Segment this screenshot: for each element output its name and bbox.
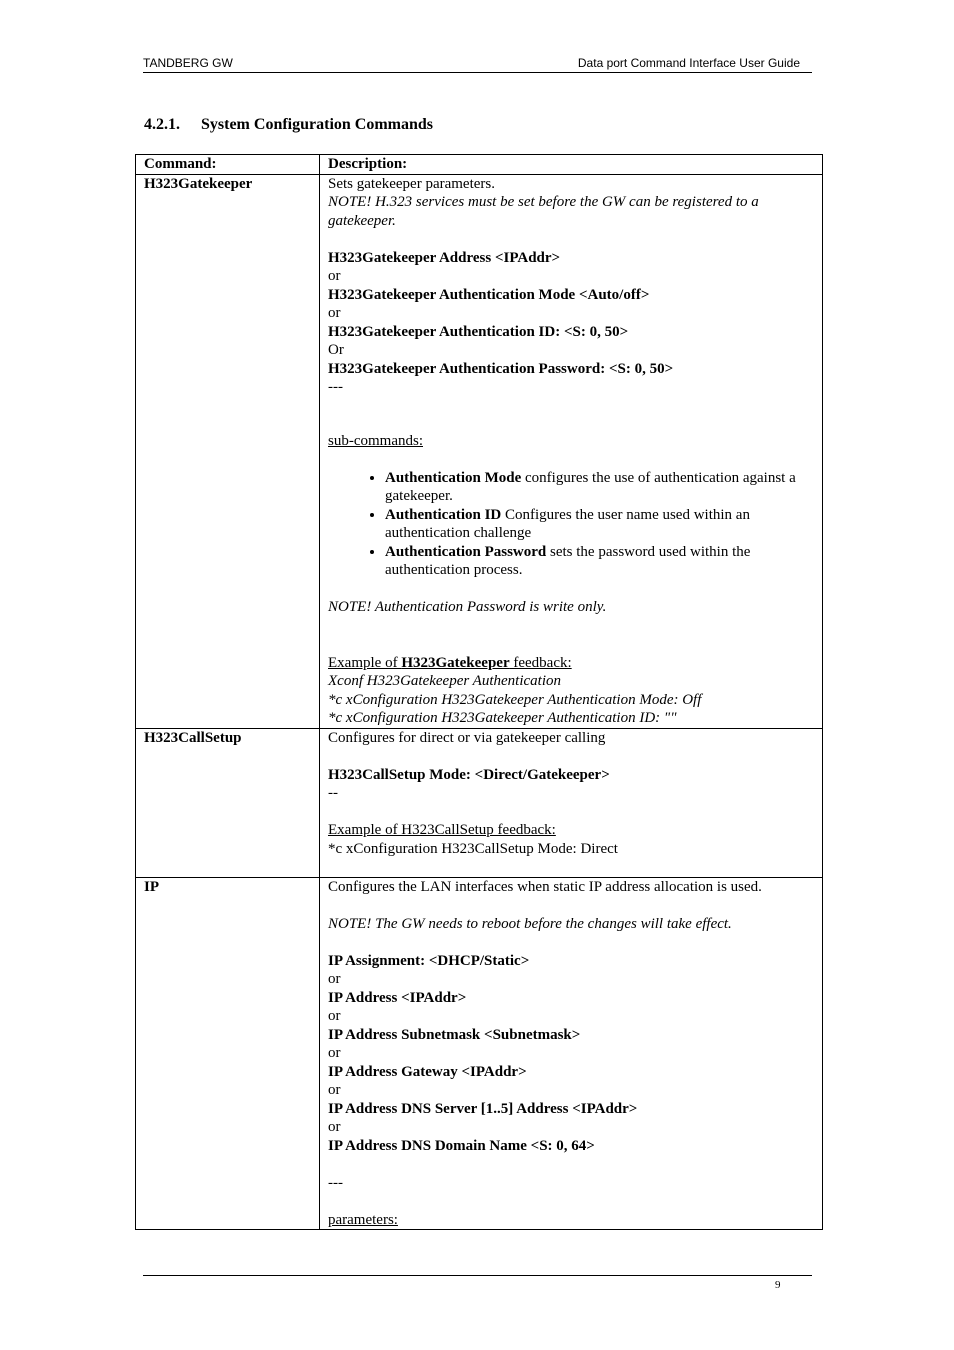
table-header-row [136, 155, 823, 175]
syntax-line: H323Gatekeeper Address <IPAddr> [328, 249, 561, 266]
syntax-line: IP Address DNS Domain Name <S: 0, 64> [328, 1137, 595, 1154]
example-line: *c xConfiguration H323Gatekeeper Authentication ID: "" [328, 710, 677, 726]
page-header [143, 55, 812, 73]
section-heading [144, 116, 433, 134]
description-header: Description: [320, 155, 823, 175]
note-text: NOTE! Authentication Password is write only. [328, 599, 607, 615]
parameters-heading: parameters: [328, 1211, 398, 1228]
intro-text: Configures for direct or via gatekeeper calling [328, 729, 606, 746]
header-right: Data port Command Interface User Guide [577, 56, 800, 70]
command-name: IP [136, 877, 320, 1230]
footer-rule [143, 1275, 812, 1276]
intro-text: Configures the LAN interfaces when static IP address allocation is used. [328, 878, 762, 895]
or-text: or [328, 268, 341, 284]
syntax-line: IP Address DNS Server [1..5] Address <IPAddr> [328, 1100, 638, 1117]
subcommands-list [328, 469, 814, 580]
command-name: H323Gatekeeper [136, 174, 320, 728]
example-line: *c xConfiguration H323Gatekeeper Authentication Mode: Off [328, 691, 702, 708]
separator-text: --- [328, 1174, 343, 1191]
example-line: Xconf H323Gatekeeper Authentication [328, 673, 561, 689]
syntax-line: IP Address Gateway <IPAddr> [328, 1063, 527, 1080]
syntax-line: H323Gatekeeper Authentication Mode <Auto/off> [328, 286, 650, 303]
syntax-line: H323Gatekeeper Authentication ID: <S: 0, 50> [328, 323, 629, 340]
command-name: H323CallSetup [136, 728, 320, 877]
note-text: NOTE! The GW needs to reboot before the changes will take effect. [328, 915, 732, 932]
or-text: or [328, 1008, 341, 1024]
example-heading: Example of H323Gatekeeper feedback: [328, 654, 572, 671]
page-number: 9 [775, 1279, 781, 1291]
syntax-line: IP Address Subnetmask <Subnetmask> [328, 1026, 581, 1043]
or-text: Or [328, 342, 344, 358]
syntax-line: IP Address <IPAddr> [328, 989, 467, 1006]
example-heading: Example of H323CallSetup feedback: [328, 822, 556, 838]
or-text: or [328, 971, 341, 987]
intro-text: Sets gatekeeper parameters. [328, 175, 495, 192]
example-line: *c xConfiguration H323CallSetup Mode: Direct [328, 840, 618, 857]
list-item: • Authentication Mode configures the use of authentication against a gatekeeper. [385, 469, 814, 506]
separator-text: --- [328, 379, 343, 395]
section-title: System Configuration Commands [201, 116, 434, 133]
list-item: • Authentication Password sets the password used within the authentication process. [385, 543, 814, 580]
command-description [320, 877, 823, 1230]
syntax-line: H323Gatekeeper Authentication Password: <S: 0, 50> [328, 360, 674, 377]
separator-text: -- [328, 785, 338, 801]
or-text: or [328, 1082, 341, 1098]
subcommands-heading: sub-commands: [328, 432, 423, 449]
syntax-line: IP Assignment: <DHCP/Static> [328, 952, 530, 969]
syntax-line: H323CallSetup Mode: <Direct/Gatekeeper> [328, 766, 610, 783]
or-text: or [328, 1119, 341, 1135]
table-row [136, 728, 823, 877]
table-row [136, 877, 823, 1230]
command-description [320, 728, 823, 877]
table-row [136, 174, 823, 728]
command-description [320, 174, 823, 728]
section-number: 4.2.1. [144, 116, 180, 133]
command-header: Command: [136, 155, 320, 175]
or-text: or [328, 305, 341, 321]
or-text: or [328, 1045, 341, 1061]
header-left: TANDBERG GW [143, 56, 233, 70]
commands-table [135, 154, 823, 1230]
note-text: NOTE! H.323 services must be set before the GW can be registered to a gatekeeper. [328, 194, 759, 229]
list-item: • Authentication ID Configures the user name used within an authentication challenge [385, 506, 814, 543]
